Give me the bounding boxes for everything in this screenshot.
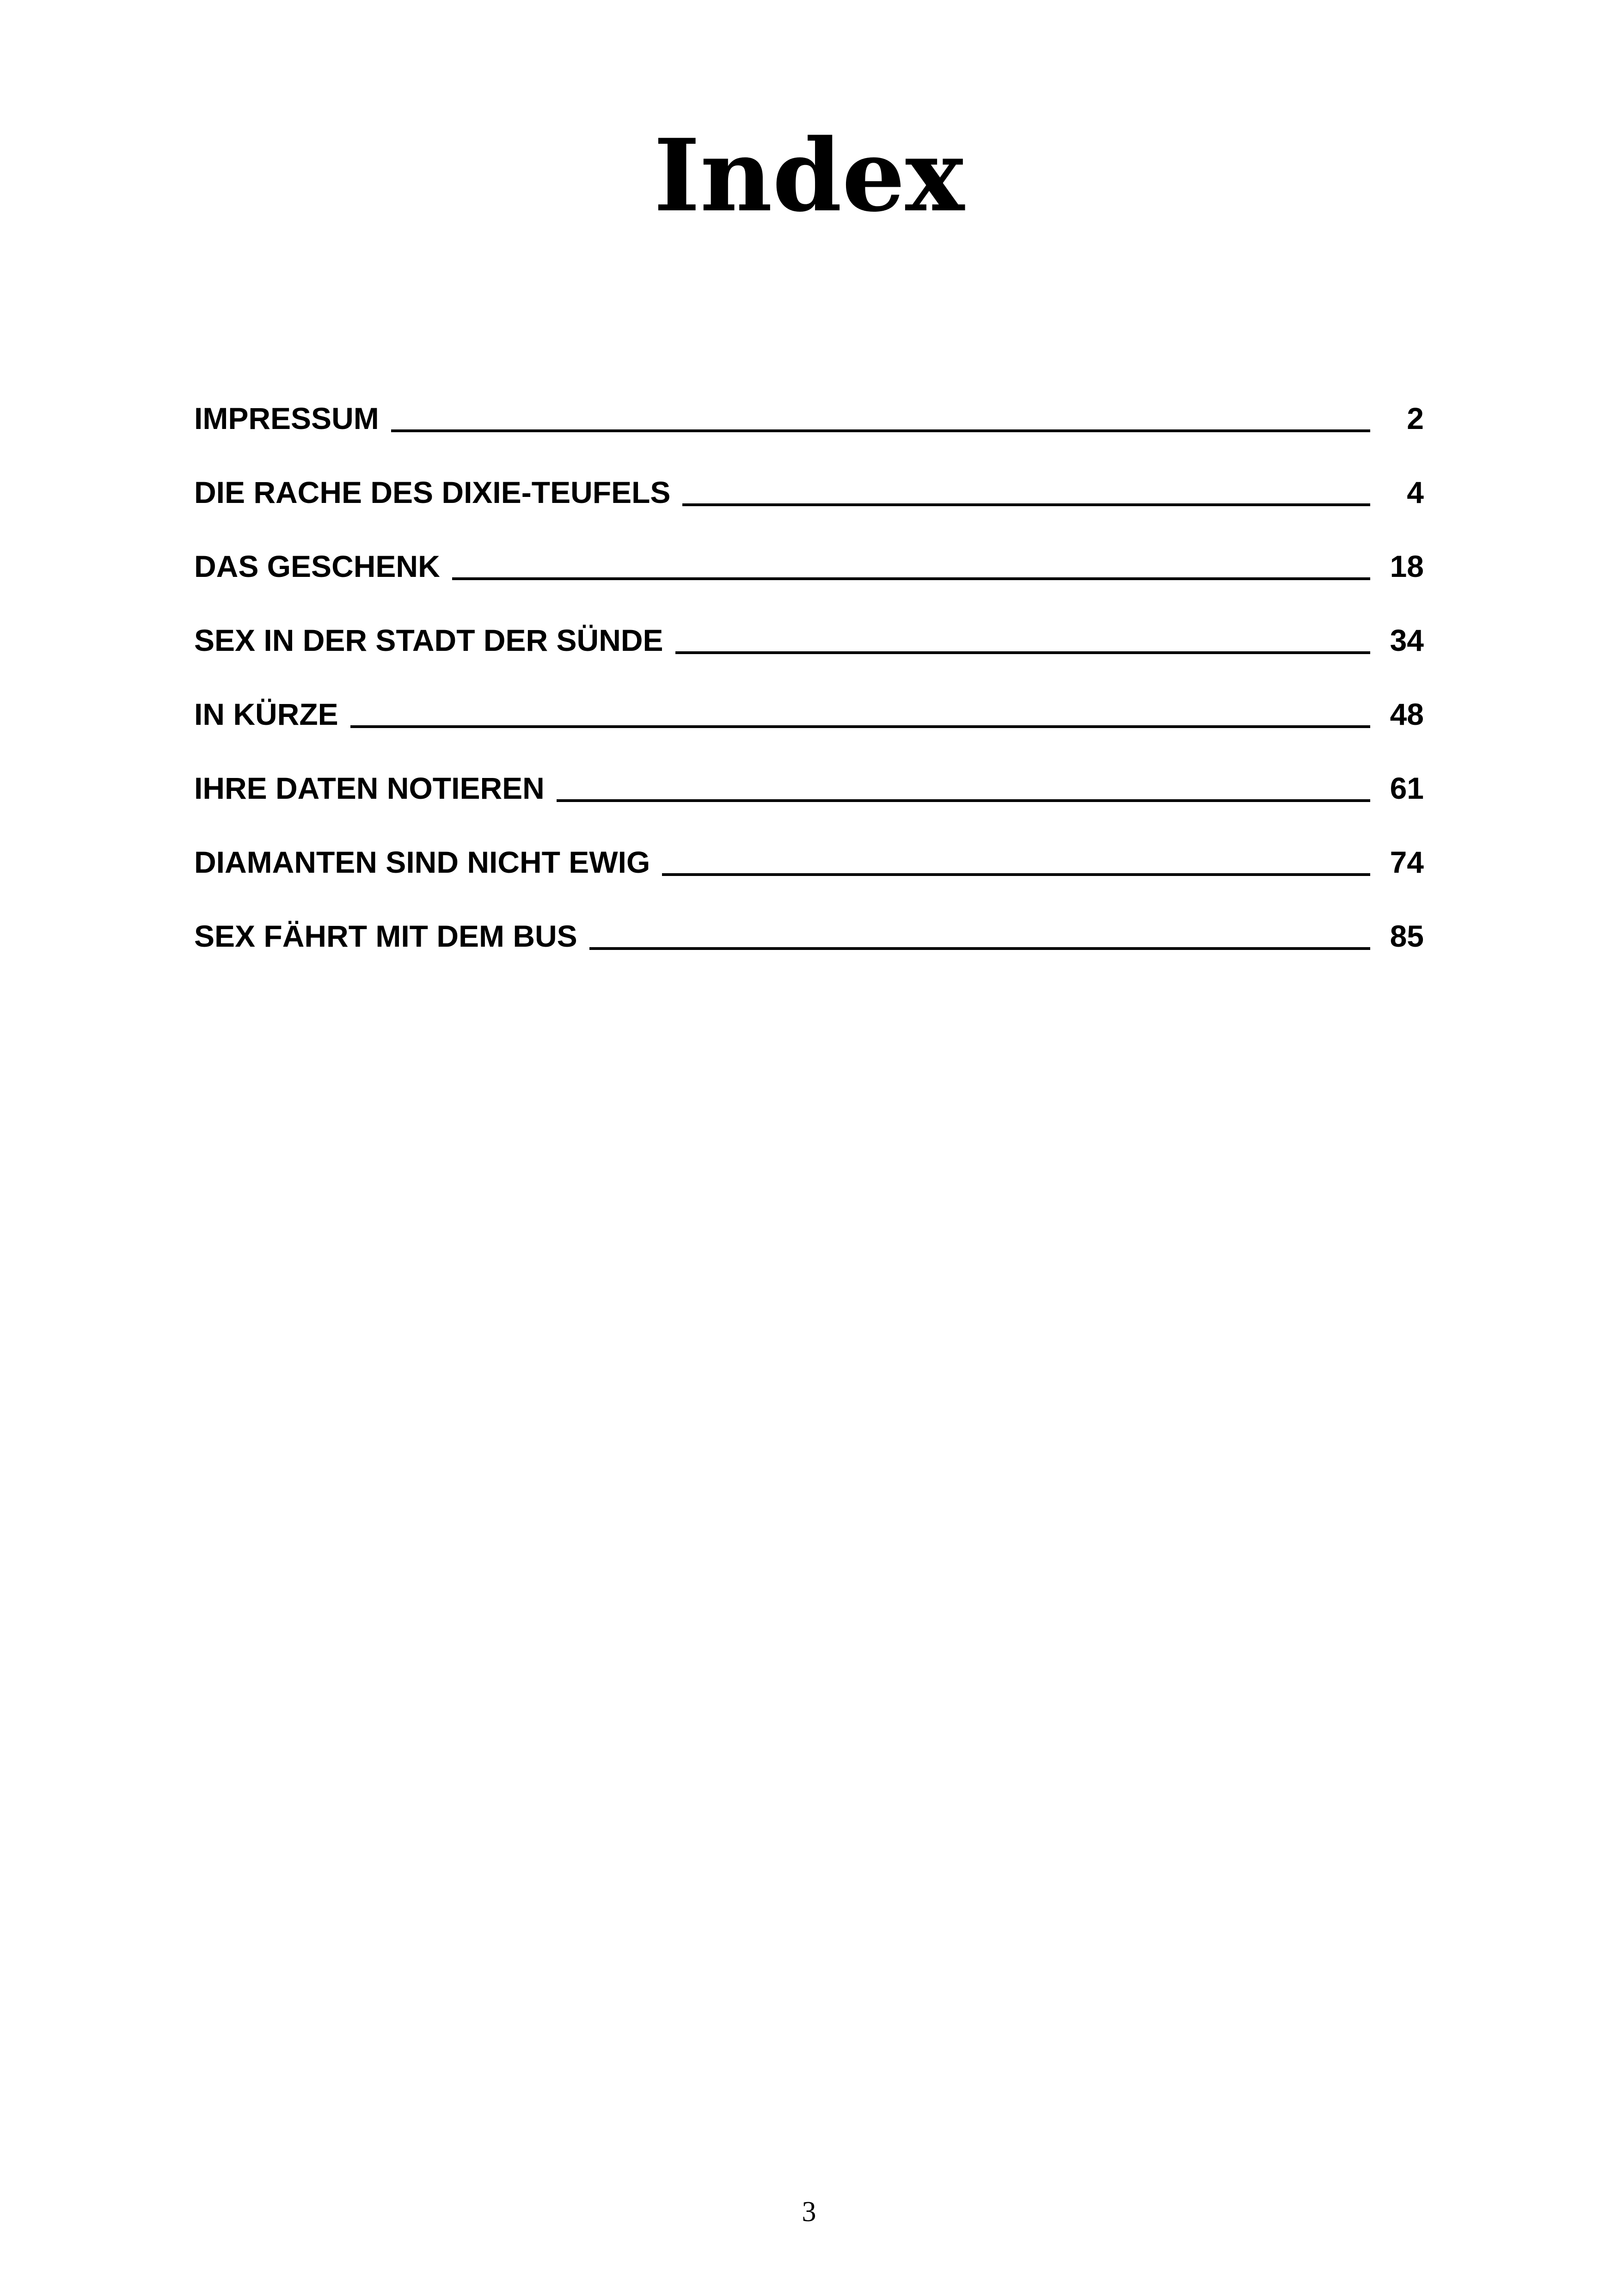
toc-entry[interactable] bbox=[194, 437, 1424, 511]
toc-entry[interactable] bbox=[194, 807, 1424, 881]
toc-leader-line bbox=[350, 725, 1370, 728]
toc-entry-title: DIAMANTEN SIND NICHT EWIG bbox=[194, 845, 650, 879]
toc-entry-page: 61 bbox=[1390, 771, 1424, 805]
toc-entry-page: 4 bbox=[1407, 475, 1424, 509]
toc-entry[interactable] bbox=[194, 659, 1424, 733]
toc-entry-page: 74 bbox=[1390, 845, 1424, 879]
toc-leader-line bbox=[589, 947, 1370, 950]
toc-entry-title: DIE RACHE DES DIXIE-TEUFELS bbox=[194, 475, 671, 509]
toc-entry[interactable] bbox=[194, 733, 1424, 807]
toc-entry-page: 48 bbox=[1390, 697, 1424, 731]
toc-entry-title: IHRE DATEN NOTIEREN bbox=[194, 771, 545, 805]
toc-leader-line bbox=[682, 503, 1370, 506]
toc-entry[interactable] bbox=[194, 881, 1424, 955]
toc-entry-page: 18 bbox=[1390, 549, 1424, 583]
table-of-contents bbox=[194, 363, 1424, 955]
toc-leader-line bbox=[452, 577, 1370, 580]
toc-entry-title: DAS GESCHENK bbox=[194, 549, 440, 583]
toc-entry-page: 34 bbox=[1390, 623, 1424, 657]
toc-leader-line bbox=[557, 799, 1370, 802]
toc-leader-line bbox=[675, 651, 1370, 654]
toc-entry[interactable] bbox=[194, 511, 1424, 585]
toc-entry[interactable] bbox=[194, 585, 1424, 659]
toc-entry-page: 85 bbox=[1390, 919, 1424, 953]
toc-entry-title: SEX IN DER STADT DER SÜNDE bbox=[194, 623, 663, 657]
toc-entry[interactable] bbox=[194, 363, 1424, 437]
toc-entry-title: IMPRESSUM bbox=[194, 401, 379, 435]
page-number: 3 bbox=[802, 2196, 816, 2228]
toc-leader-line bbox=[391, 429, 1370, 432]
page-title: Index bbox=[653, 117, 965, 234]
toc-entry-title: IN KÜRZE bbox=[194, 697, 338, 731]
toc-entry-title: SEX FÄHRT MIT DEM BUS bbox=[194, 919, 577, 953]
toc-leader-line bbox=[662, 873, 1370, 876]
toc-entry-page: 2 bbox=[1407, 401, 1424, 435]
